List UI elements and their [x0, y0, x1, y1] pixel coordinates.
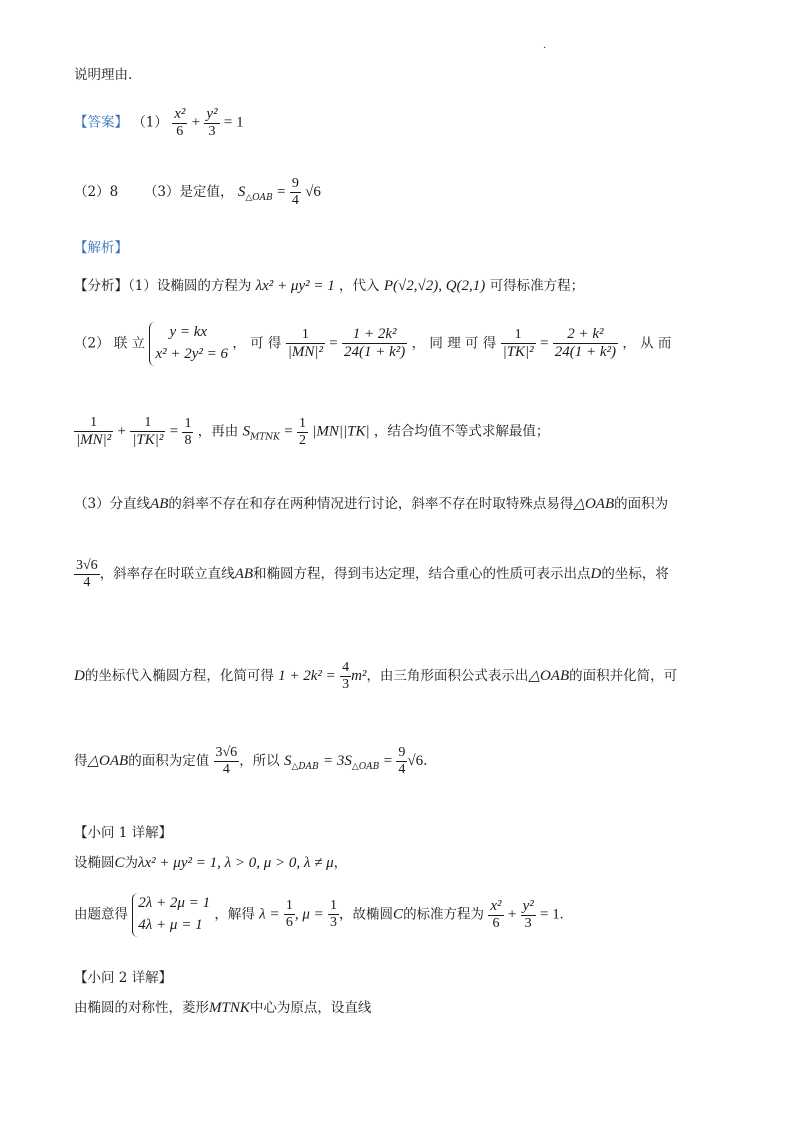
text: ，所以	[239, 753, 280, 770]
fraction: $\frac{\text{2 + k²}}{\text{24(1 + k²)}}$	[554, 326, 617, 361]
text: 的斜率不存在和存在两种情况进行讨论，斜率不存在时取特殊点易得	[168, 496, 574, 512]
fraction: $\frac{1}{3}$	[330, 898, 338, 931]
fraction: $\frac{1}{\text{|TK|²}}$	[132, 415, 164, 449]
text: 和椭圆方程，得到韦达定理，结合重心的性质可表示出点	[253, 566, 591, 583]
text: ，结合均值不等式求解最值；	[373, 423, 550, 440]
analysis-tag: 【解析】	[74, 240, 128, 256]
text: 的标准方程为	[403, 906, 485, 923]
radical: √6	[407, 753, 424, 770]
text: ，代入	[339, 278, 380, 294]
text: 的坐标代入椭圆方程，化简可得	[84, 668, 274, 685]
text: 的面积并化简，可	[569, 668, 678, 685]
answer-part-1: （1）	[132, 114, 168, 131]
fraction: $\frac{3√6}{4}$	[76, 558, 98, 591]
text: ， 从 而	[622, 335, 672, 352]
answer-line-1	[74, 106, 244, 140]
area-symbol: S	[283, 753, 292, 770]
equation-rhs: = 1	[223, 114, 244, 131]
variable: , μ =	[294, 906, 324, 923]
text: （2） 联 立	[74, 335, 146, 352]
text: ，再由	[197, 423, 239, 440]
fenxi-tag: 【分析】	[74, 278, 128, 294]
fraction: $\frac{1}{6}$	[285, 898, 293, 931]
ellipse-label: C	[393, 906, 404, 923]
text: ，	[333, 855, 348, 871]
equation-system: 2λ + 2μ = 1 4λ + μ = 1	[132, 893, 210, 937]
analysis-line-3	[74, 415, 549, 449]
equation-rhs: = 1.	[540, 906, 564, 923]
equals-sign: =	[277, 184, 286, 201]
text: 得	[74, 753, 88, 770]
text: 的面积为	[614, 496, 669, 512]
equation: = 3S	[323, 753, 352, 770]
q1-line-1	[74, 851, 347, 872]
fraction: $\frac{9}{4}$	[398, 745, 406, 778]
answer-part-3: （3）是定值，	[143, 184, 234, 201]
plus-sign: +	[507, 906, 517, 923]
question-2-tag: 【小问 2 详解】	[74, 970, 173, 986]
triangle-label: △OAB	[528, 668, 570, 685]
equation-system: y = kx x² + 2y² = 6	[149, 322, 228, 366]
text: 的面积为定值	[128, 753, 210, 770]
plus-sign: +	[191, 114, 201, 131]
line-label: AB	[234, 566, 254, 583]
fraction: $\frac{4}{3}$	[342, 660, 350, 693]
fraction: $\frac{\text{y²}}{3}$	[206, 106, 218, 140]
fraction: $\frac{\text{y²}}{3}$	[522, 897, 534, 931]
question-1-tag: 【小问 1 详解】	[74, 825, 173, 841]
fraction: $\frac{1}{8}$	[184, 415, 192, 448]
plus-sign: +	[117, 423, 127, 440]
analysis-line-6	[74, 660, 677, 693]
text: 由椭圆的对称性，菱形	[74, 1000, 209, 1016]
variable: λ =	[259, 906, 280, 923]
fraction: $\frac{9}{4}$	[291, 176, 299, 209]
subscript: △DAB	[291, 761, 319, 772]
text: 中心为原点，设直线	[249, 1000, 372, 1016]
analysis-line-5	[74, 558, 669, 591]
text: 由题意得	[74, 906, 128, 923]
triangle-label: △OAB	[573, 496, 615, 512]
fraction: $\frac{\text{1 + 2k²}}{\text{24(1 + k²)}}$	[344, 326, 406, 361]
rhombus-label: MTNK	[209, 1000, 250, 1016]
equals-sign: =	[539, 335, 549, 352]
text: ，故椭圆	[339, 906, 394, 923]
text: 的坐标，将	[601, 566, 669, 583]
equals-sign: =	[169, 423, 179, 440]
text: .	[423, 753, 428, 770]
product: |MN||TK|	[312, 423, 370, 440]
analysis-line-7	[74, 745, 427, 778]
fraction: $\frac{3√6}{4}$	[215, 745, 238, 778]
equation: λx² + μy² = 1, λ > 0, μ > 0, λ ≠ μ	[138, 855, 334, 871]
subscript: △OAB	[245, 192, 273, 203]
line-label: AB	[150, 496, 169, 512]
text: ，解得	[214, 906, 255, 923]
equation: 1 + 2k² =	[278, 668, 336, 685]
text: 可得标准方程；	[489, 278, 585, 294]
fraction: $\frac{\text{x²}}{6}$	[490, 897, 502, 931]
fraction: $\frac{1}{\text{|TK|²}}$	[502, 326, 534, 360]
q2-line-1	[74, 996, 371, 1017]
text: （1）设椭圆的方程为	[128, 278, 252, 294]
equation: λx² + μy² = 1	[255, 278, 335, 294]
text: ， 可 得	[232, 335, 282, 352]
analysis-line-4	[74, 492, 668, 513]
text: 为	[124, 855, 139, 871]
text: （3）分直线	[74, 496, 151, 512]
analysis-line-2	[74, 322, 671, 366]
answer-tag: 【答案】	[74, 114, 128, 131]
variable: m²	[351, 668, 367, 685]
answer-part-2: （2）8	[74, 184, 119, 201]
subscript: △OAB	[351, 761, 380, 772]
subscript: MTNK	[250, 432, 280, 443]
fraction: $\frac{1}{\text{|MN|²}}$	[76, 415, 112, 449]
triangle-label: △OAB	[87, 753, 129, 770]
text-line: 说明理由.	[74, 67, 133, 83]
text: 设椭圆	[74, 855, 115, 871]
equals-sign: =	[284, 423, 293, 440]
radical: √6	[305, 184, 321, 201]
text: ，由三角形面积公式表示出	[366, 668, 529, 685]
point-label: D	[74, 668, 85, 685]
area-symbol: S	[237, 184, 246, 201]
fraction: $\frac{\text{x²}}{6}$	[174, 106, 186, 140]
analysis-line-1	[74, 274, 584, 295]
page-dot: .	[543, 40, 547, 51]
points: P(√2,√2), Q(2,1)	[383, 278, 486, 294]
equals-sign: =	[383, 753, 393, 770]
fraction: $\frac{1}{2}$	[298, 415, 306, 448]
fraction: $\frac{1}{\text{|MN|²}}$	[287, 326, 323, 360]
area-symbol: S	[242, 423, 251, 440]
q1-line-2	[74, 893, 564, 937]
text: ， 同 理 可 得	[411, 335, 497, 352]
answer-line-2	[74, 176, 321, 209]
equals-sign: =	[329, 335, 338, 352]
text: ，斜率存在时联立直线	[99, 566, 235, 583]
point-label: D	[590, 566, 602, 583]
ellipse-label: C	[114, 855, 125, 871]
